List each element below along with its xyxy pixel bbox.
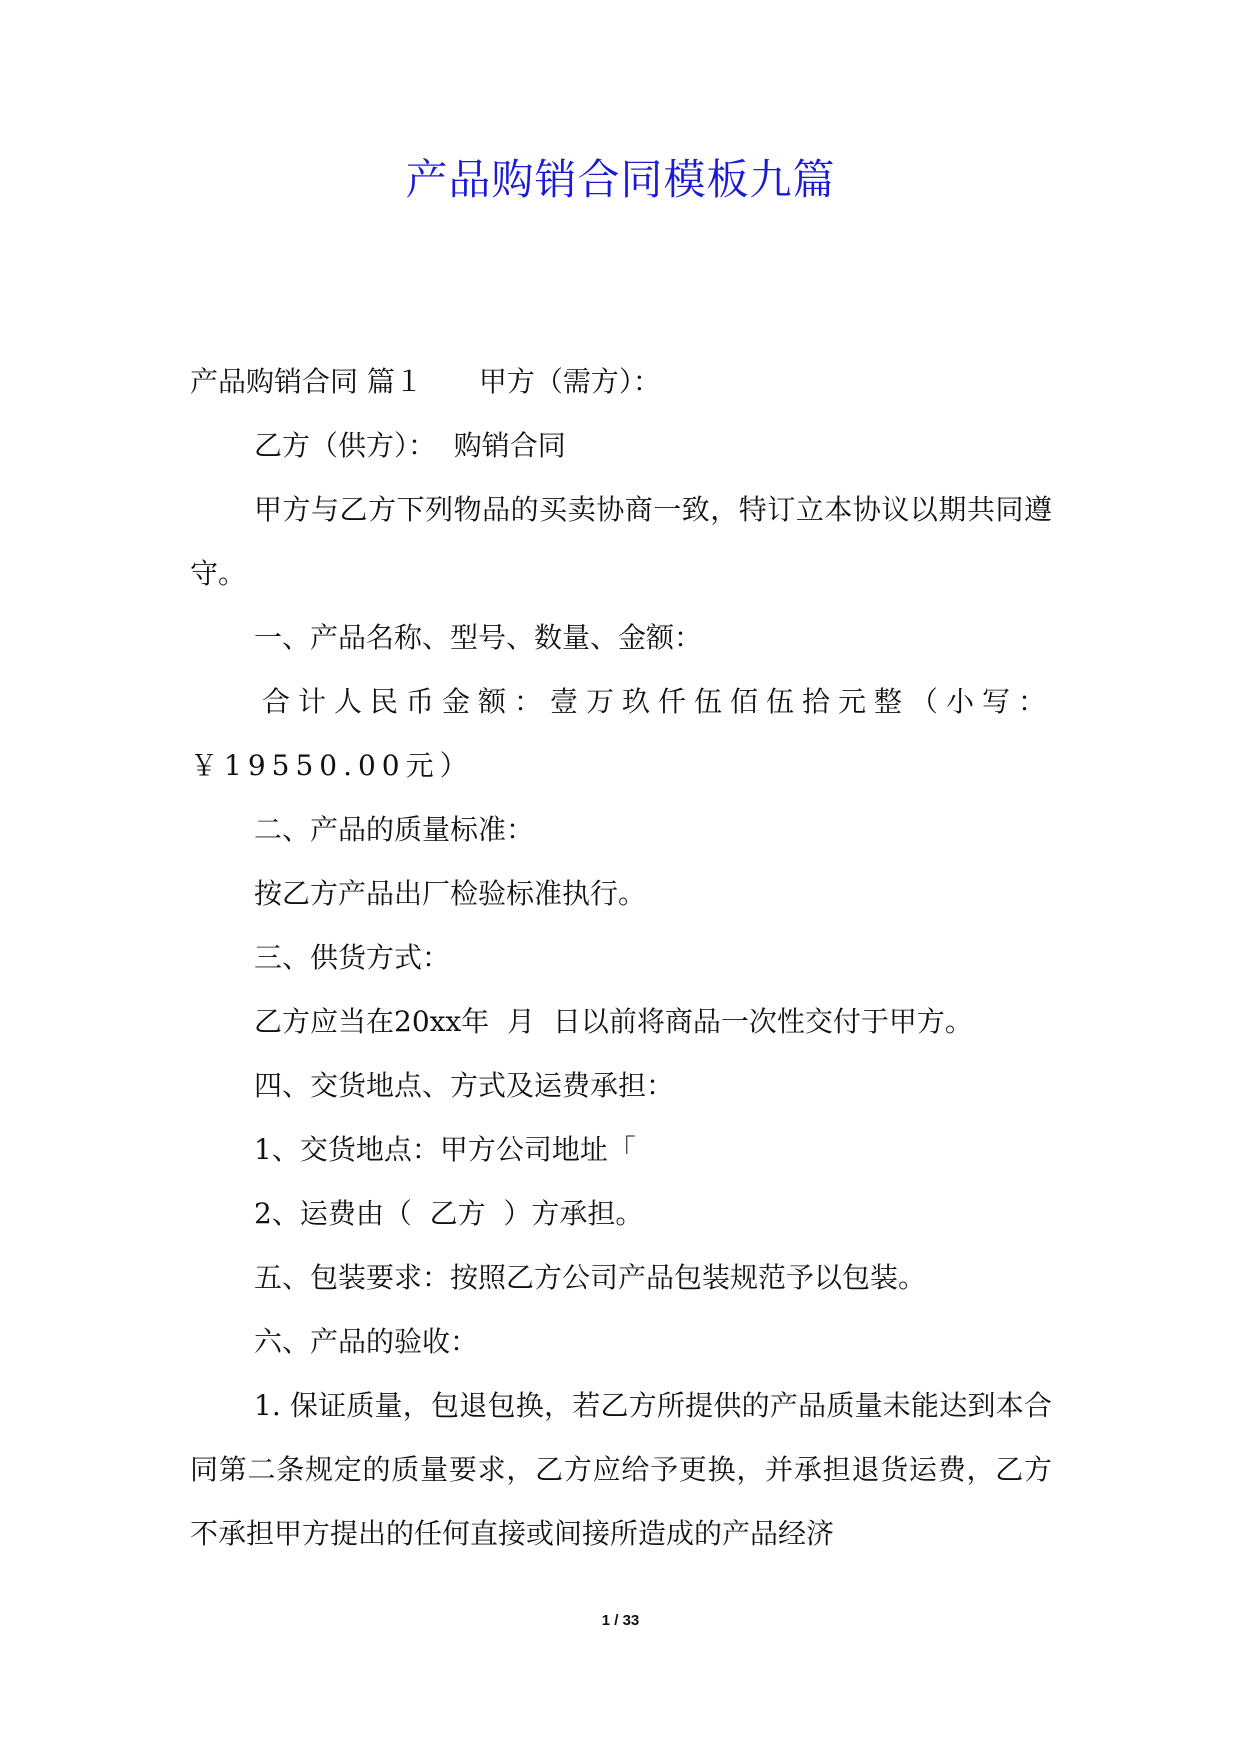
total-amount-paragraph: 合计人民币金额：壹万玖仟伍佰伍拾元整（小写：￥19550.00元）: [190, 685, 1052, 782]
contract-section-label: 产品购销合同 篇１: [190, 365, 423, 398]
page-number: 1 / 33: [601, 1612, 640, 1629]
section-3-heading: 三、供货方式：: [254, 941, 451, 974]
inspection-paragraph: 1. 保证质量，包退包换，若乙方所提供的产品质量未能达到本合同第二条规定的质量要求，乙方应给予更换，并承担退货运费，乙方不承担甲方提出的任何直接或间接所造成的产品经济: [190, 1389, 1052, 1550]
party-b-line: 乙方（供方）： 购销合同: [254, 429, 566, 462]
supply-method-text: 乙方应当在20xx年 月 日以前将商品一次性交付于甲方。: [254, 1005, 973, 1038]
section-5-packaging: 五、包装要求：按照乙方公司产品包装规范予以包装。: [254, 1261, 927, 1294]
party-a-label: 甲方（需方）：: [478, 365, 661, 398]
section-6-heading: 六、产品的验收：: [254, 1325, 479, 1358]
section-2-heading: 二、产品的质量标准：: [254, 813, 535, 846]
agreement-paragraph: 甲方与乙方下列物品的买卖协商一致，特订立本协议以期共同遵守。: [190, 493, 1052, 590]
document-body: [190, 350, 1052, 1566]
delivery-location-text: 1、交货地点：甲方公司地址「: [254, 1133, 636, 1166]
freight-text: 2、运费由（ 乙方 ）方承担。: [254, 1197, 644, 1230]
section-4-heading: 四、交货地点、方式及运费承担：: [254, 1069, 675, 1102]
contract-heading-line: [190, 350, 1052, 414]
document-title: 产品购销合同模板九篇: [405, 155, 836, 204]
section-1-heading: 一、产品名称、型号、数量、金额：: [254, 621, 703, 654]
quality-standard-text: 按乙方产品出厂检验标准执行。: [254, 877, 647, 910]
